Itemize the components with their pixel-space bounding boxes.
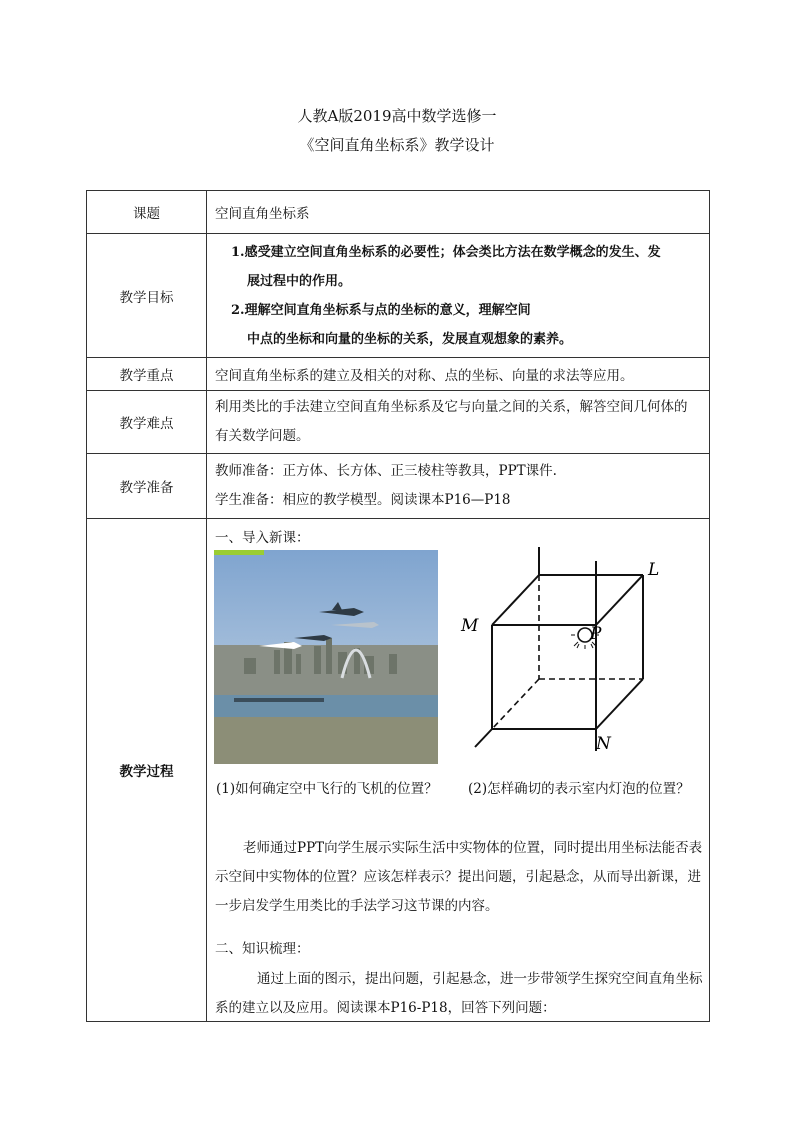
table-row [87,519,710,1022]
goals-cell [207,234,710,358]
key-points-value: 空间直角坐标系的建立及相关的对称、点的坐标、向量的求法等应用。 [207,358,710,391]
vertex-label-L: L [648,560,660,580]
goal-line: 2.理解空间直角坐标系与点的坐标的意义，理解空间 [231,302,531,318]
row-label-key-points: 教学重点 [87,358,207,391]
jets-over-city-photo [214,550,438,764]
section-heading-intro: 一、导入新课： [215,530,310,546]
row-label-difficulties: 教学难点 [87,391,207,454]
vertex-label-N: N [596,734,611,754]
difficulty-line: 利用类比的手法建立空间直角坐标系及它与向量之间的关系，解答空间几何体的 [215,399,688,415]
cube-lightbulb-diagram [453,545,703,777]
difficulty-line: 有关数学问题。 [215,428,310,444]
difficulties-cell [207,391,710,454]
table-row [87,391,710,454]
point-label-P: P [590,624,602,644]
goal-line: 中点的坐标和向量的坐标的关系，发展直观想象的素养。 [247,331,573,347]
vertex-label-M: M [461,616,479,636]
goal-line: 1.感受建立空间直角坐标系的必要性；体会类比方法在数学概念的发生、发 [231,244,661,260]
caption-airplane: (1)如何确定空中飞行的飞机的位置？ [216,781,438,797]
row-label-topic: 课题 [87,191,207,234]
table-row [87,191,710,234]
table-row [87,454,710,519]
process-cell [207,519,710,1022]
topic-value: 空间直角坐标系 [207,191,710,234]
table-row [87,234,710,358]
row-label-preparation: 教学准备 [87,454,207,519]
student-prep: 学生准备：相应的教学模型。阅读课本P16—P18 [215,492,511,508]
goal-line: 展过程中的作用。 [247,273,352,289]
preparation-cell [207,454,710,519]
row-label-goals: 教学目标 [87,234,207,358]
row-label-process: 教学过程 [87,519,207,1022]
document-subtitle: 《空间直角坐标系》教学设计 [299,136,495,154]
document-title: 人教A版2019高中数学选修一 [297,107,497,125]
caption-lightbulb: (2)怎样确切的表示室内灯泡的位置？ [468,781,690,797]
review-paragraph: 通过上面的图示，提出问题，引起悬念，进一步带领学生探究空间直角坐标系的建立以及应用。阅读课本P16-P18，回答下列问题： [215,971,703,1016]
lesson-plan-table [86,190,710,1022]
section-heading-review: 二、知识梳理： [215,941,310,957]
teacher-prep: 教师准备：正方体、长方体、正三棱柱等教具，PPT课件. [215,463,557,479]
table-row [87,358,710,391]
intro-paragraph: 老师通过PPT向学生展示实际生活中实物体的位置，同时提出用坐标法能否表示空间中实物体的位置？应该怎样表示？提出问题，引起悬念，从而导出新课，进一步启发学生用类比的手法学习这节课的内容。 [215,840,703,914]
